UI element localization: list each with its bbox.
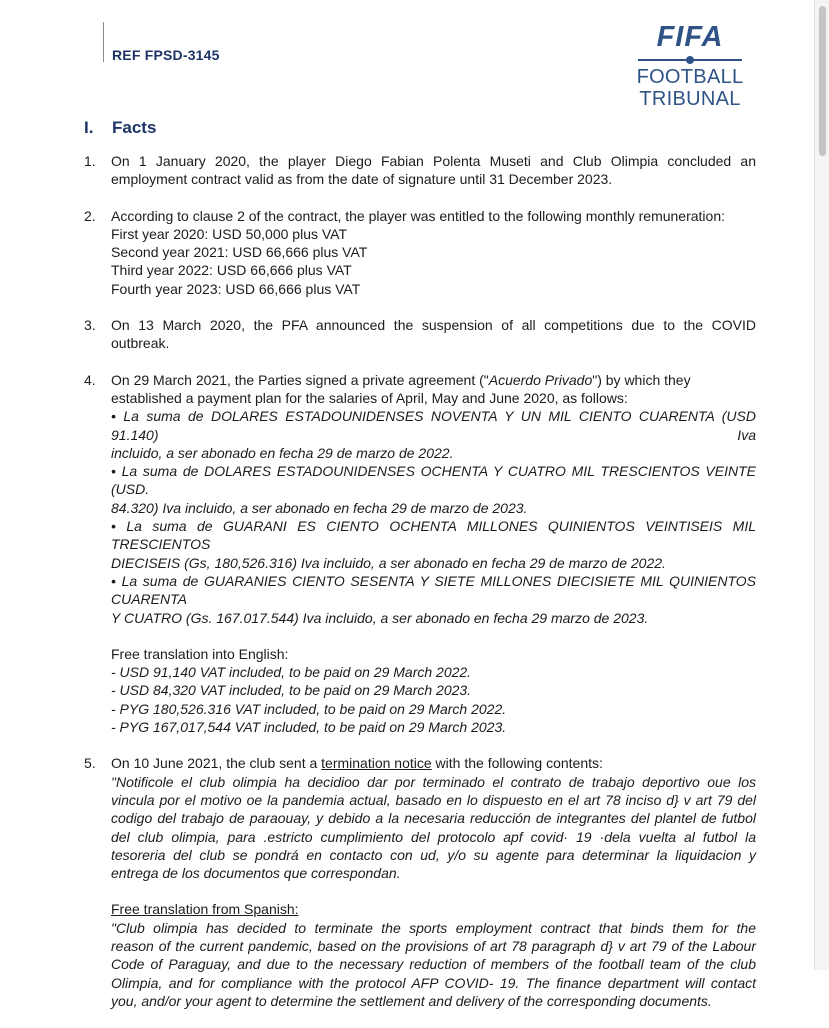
- translation-line: reason of the current pandemic, based on the provisions of art 78 paragraph d} v art 79 of the Labour: [111, 937, 756, 954]
- spanish-line: entrega de los documentos que correspondan.: [111, 865, 401, 882]
- text-run: ") by which they: [592, 371, 691, 388]
- translation-line: - PYG 167,017,544 VAT included, to be paid on 29 March 2023.: [111, 719, 507, 736]
- fact-item-5: [84, 754, 756, 1010]
- spanish-line: • La suma de DOLARES ESTADOUNIDENSES OCHENTA Y CUATRO MIL TRESCIENTOS VEINTE (USD.: [111, 463, 756, 498]
- spacer: [111, 627, 756, 645]
- remuneration-line: First year 2020: USD 50,000 plus VAT: [111, 225, 348, 242]
- spanish-line: codigo del trabajo de paraouay, y debido a la necesaria reducción de integrantes del plantel de futbol: [111, 810, 756, 827]
- logo-line-1: FOOTBALL: [636, 66, 744, 88]
- header-divider: [103, 22, 104, 62]
- translation-line: Code of Paraguay, and due to the necessary reduction of members of the football team of the club: [111, 956, 756, 973]
- text-line: On 13 March 2020, the PFA announced the suspension of all competitions due to the COVID: [111, 317, 756, 334]
- translation-heading: Free translation into English:: [111, 645, 289, 662]
- spacer: [111, 882, 756, 900]
- text-run: with the following contents:: [431, 755, 603, 772]
- remuneration-line: Second year 2021: USD 66,666 plus VAT: [111, 244, 368, 261]
- logo-dot-icon: [686, 56, 694, 64]
- spanish-line: incluido, a ser abonado en fecha 29 de marzo de 2022.: [111, 444, 454, 461]
- spanish-line: tesoreria del club se pondrá en contacto con ud, y/o su agente para determinar la liquidacion y: [111, 846, 756, 863]
- fact-item-4: [84, 371, 756, 737]
- spanish-line: • La suma de GUARANI ES CIENTO OCHENTA MILLONES QUINIENTOS VEINTISEIS MIL TRESCIENTOS: [111, 518, 756, 553]
- text-run: On 29 March 2021, the Parties signed a private agreement (": [111, 371, 489, 388]
- remuneration-line: Third year 2022: USD 66,666 plus VAT: [111, 262, 352, 279]
- spanish-line: DIECISEIS (Gs, 180,526.316) Iva incluido, a ser abonado en fecha 29 de marzo de 2022.: [111, 554, 666, 571]
- translation-line: - USD 84,320 VAT included, to be paid on 29 March 2023.: [111, 682, 472, 699]
- item-number: 2.: [84, 207, 96, 224]
- spanish-line: "Notificole el club olimpia ha decidioo dar por terminado el contrato de trabajo deportivo oue los: [111, 773, 756, 790]
- spanish-line: 84.320) Iva incluido, a ser abonado en fecha 29 de marzo de 2023.: [111, 499, 528, 516]
- spanish-line: • La suma de GUARANIES CIENTO SESENTA Y SIETE MILLONES DIECISIETE MIL QUINIENTOS CUARENTA: [111, 572, 756, 608]
- section-number: I.: [84, 118, 94, 137]
- termination-notice-text: termination notice: [321, 755, 432, 772]
- translation-line: - PYG 180,526.316 VAT included, to be paid on 29 March 2022.: [111, 700, 507, 717]
- facts-list: [84, 152, 756, 1028]
- translation-line: "Club olimpia has decided to terminate the sports employment contract that binds them for the: [111, 919, 756, 936]
- item-number: 5.: [84, 755, 96, 772]
- translation-line: you, and/or your agent to determine the settlement and delivery of the corresponding documents.: [111, 992, 712, 1009]
- text-line: According to clause 2 of the contract, the player was entitled to the following monthly remuneration:: [111, 207, 726, 224]
- text-line: established a payment plan for the salaries of April, May and June 2020, as follows:: [111, 389, 628, 406]
- spanish-line: del club olimpia, para .estricto cumplimiento del protocolo apf covid· 19 ·dela vuelta al futbol la: [111, 828, 756, 845]
- reference-number: REF FPSD-3145: [112, 47, 220, 63]
- item-number: 4.: [84, 371, 96, 388]
- spanish-line: vincula por el motivo oe la pandemia actual, basado en lo dispuesto en el art 78 inciso d} v art 79 del: [111, 791, 756, 808]
- vertical-scrollbar[interactable]: [814, 0, 829, 970]
- logo-brand: FIFA: [656, 21, 724, 53]
- item-number: 3.: [84, 317, 96, 334]
- item-number: 1.: [84, 153, 96, 169]
- text-run: On 10 June 2021, the club sent a: [111, 755, 322, 772]
- section-title: Facts: [112, 118, 157, 137]
- text-line: outbreak.: [111, 335, 170, 352]
- fifa-football-tribunal-logo: [630, 22, 750, 110]
- translation-line: - USD 91,140 VAT included, to be paid on 29 March 2022.: [111, 664, 472, 681]
- spanish-line: Y CUATRO (Gs. 167.017.544) Iva incluido, a ser abonado en fecha 29 marzo de 2023.: [111, 609, 649, 626]
- text-line: [111, 754, 756, 772]
- section-heading: [84, 118, 156, 138]
- translation-line: Olimpia, and for compliance with the protocol AFP COVID- 19. The finance department will contact: [111, 974, 756, 991]
- translation-heading: Free translation from Spanish:: [111, 901, 299, 918]
- text-line: [111, 371, 756, 389]
- scrollbar-thumb[interactable]: [819, 6, 826, 156]
- text-run-italic: Acuerdo Privado: [488, 371, 593, 388]
- text-line: employment contract valid as from the date of signature until 31 December 2023.: [111, 171, 613, 188]
- fact-item-3: [84, 316, 756, 353]
- fact-item-2: [84, 207, 756, 298]
- logo-divider: [638, 59, 742, 61]
- remuneration-line: Fourth year 2023: USD 66,666 plus VAT: [111, 280, 361, 297]
- logo-line-2: TRIBUNAL: [639, 88, 741, 110]
- fact-item-1: [84, 152, 756, 189]
- spanish-line: • La suma de DOLARES ESTADOUNIDENSES NOVENTA Y UN MIL CIENTO CUARENTA (USD 91.140) Iva: [111, 408, 756, 443]
- text-line: On 1 January 2020, the player Diego Fabian Polenta Museti and Club Olimpia concluded an: [111, 153, 756, 169]
